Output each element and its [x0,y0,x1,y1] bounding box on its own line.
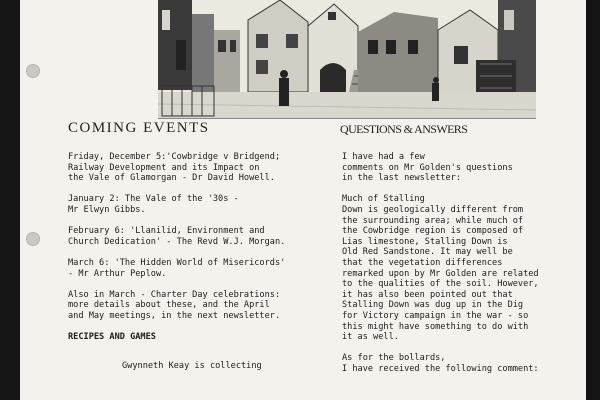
questions-answers-column [342,152,590,385]
qa-paragraph: I have had a few comments on Mr Golden's questions in the last newsletter: [342,152,513,184]
qa-paragraph: Much of Stalling Down is geologically different from the surrounding area; while much of the Cowbridge region is composed of Lias limestone, Stalling Down is Old Red Sandstone. It may well be that the vegetation differences remarked upon by Mr Golden are related to the qualities of the soil. However, it has also been pointed out that Stalling Down was dug up in the Dig for Victory campaign in the war - so this might have something to do with it as well. [342,194,539,343]
questions-answers-heading: QUESTIONS & ANSWERS [340,122,468,136]
scan-edge-left [0,0,20,400]
punch-hole-bottom [26,232,40,246]
recipes-text: Gwynneth Keay is collecting [122,360,262,371]
coming-events-column [68,152,338,371]
event-item: Friday, December 5:'Cowbridge v Bridgend; Railway Development and its Impact on the Vale of Glamorgan - Dr David Howell. [68,152,281,184]
event-item: March 6: 'The Hidden World of Misericords' - Mr Arthur Peplow. [68,257,286,279]
event-item: January 2: The Vale of the '30s - Mr Elwyn Gibbs. [68,194,239,215]
qa-paragraph: As for the bollards, I have received the following comment: [342,353,539,374]
event-item: Also in March - Charter Day celebrations: more details about these, and the April and May meetings, in the next newsletter. [68,289,281,321]
street-scene-illustration [158,0,536,119]
event-item: February 6: 'Llanilid, Environment and Church Dedication' - The Revd W.J. Morgan. [68,226,286,247]
recipes-heading: RECIPES AND GAMES [68,332,156,343]
coming-events-heading: COMING EVENTS [68,120,210,136]
punch-hole-top [26,64,40,78]
